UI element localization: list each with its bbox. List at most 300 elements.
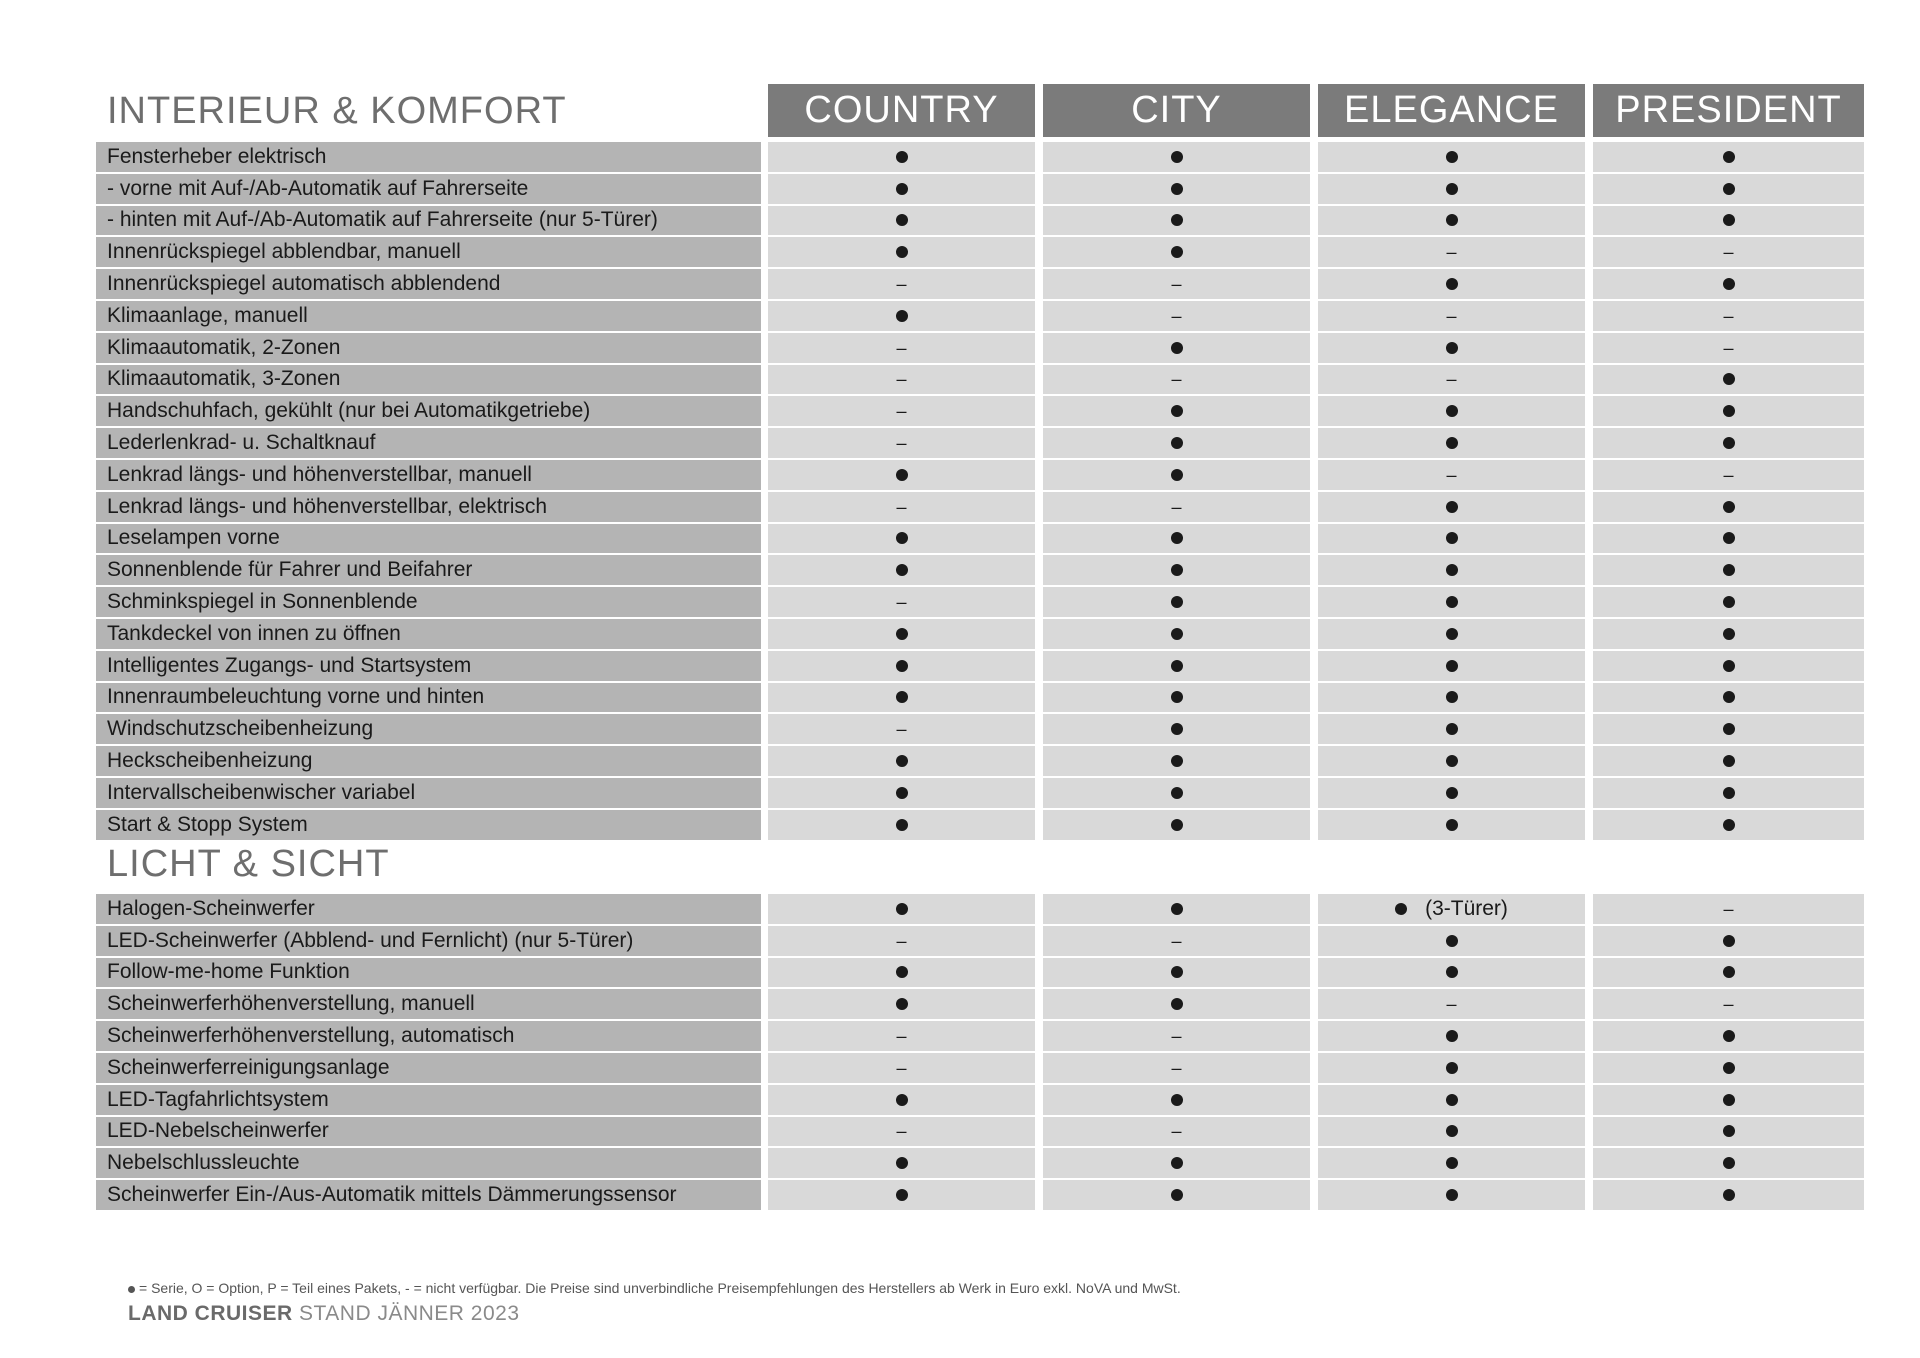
value-cell-president: [1593, 619, 1864, 649]
value-cell-country: [768, 301, 1035, 331]
value-cell-president: [1593, 714, 1864, 744]
value-cell-country: [768, 958, 1035, 988]
value-cell-president: [1593, 365, 1864, 395]
feature-label: Lederlenkrad- u. Schaltknauf: [96, 428, 761, 458]
feature-label: Innenraumbeleuchtung vorne und hinten: [96, 683, 761, 713]
standard-dot-icon: [1171, 151, 1183, 163]
standard-dot-icon: [1723, 660, 1735, 672]
standard-dot-icon: [1171, 903, 1183, 915]
standard-dot-icon: [1723, 501, 1735, 513]
table-row: [96, 893, 1864, 925]
value-cell-president: [1593, 333, 1864, 363]
value-cell-elegance: [1318, 894, 1585, 924]
standard-dot-icon: [1723, 787, 1735, 799]
table-row: [96, 682, 1864, 714]
feature-label: Windschutzscheibenheizung: [96, 714, 761, 744]
standard-dot-icon: [896, 660, 908, 672]
standard-dot-icon: [896, 966, 908, 978]
feature-label: - hinten mit Auf-/Ab-Automatik auf Fahrerseite (nur 5-Türer): [96, 206, 761, 236]
not-available-mark: –: [1446, 305, 1457, 326]
standard-dot-icon: [896, 532, 908, 544]
column-header-president: PRESIDENT: [1593, 84, 1864, 137]
value-cell-country: [768, 428, 1035, 458]
table-row: [96, 427, 1864, 459]
value-cell-city: [1043, 365, 1310, 395]
feature-label: Follow-me-home Funktion: [96, 958, 761, 988]
value-cell-country: [768, 524, 1035, 554]
footer: [128, 1302, 520, 1326]
value-cell-elegance: [1318, 365, 1585, 395]
value-cell-country: [768, 746, 1035, 776]
value-cell-country: [768, 714, 1035, 744]
standard-dot-icon: [1723, 1062, 1735, 1074]
value-cell-country: [768, 333, 1035, 363]
not-available-mark: –: [1723, 898, 1734, 919]
value-cell-elegance: [1318, 1117, 1585, 1147]
standard-dot-icon: [896, 214, 908, 226]
standard-dot-icon: [1446, 437, 1458, 449]
standard-dot-icon: [1723, 151, 1735, 163]
standard-dot-icon: [896, 246, 908, 258]
value-cell-city: [1043, 1117, 1310, 1147]
standard-dot-icon: [1723, 935, 1735, 947]
feature-label: Innenrückspiegel automatisch abblendend: [96, 269, 761, 299]
value-cell-country: [768, 555, 1035, 585]
value-cell-president: [1593, 958, 1864, 988]
standard-dot-icon: [1723, 532, 1735, 544]
not-available-mark: –: [1171, 930, 1182, 951]
standard-dot-icon: [1723, 691, 1735, 703]
value-cell-country: [768, 206, 1035, 236]
not-available-mark: –: [896, 433, 907, 454]
value-cell-elegance: [1318, 524, 1585, 554]
standard-dot-icon: [896, 787, 908, 799]
standard-dot-icon: [1171, 214, 1183, 226]
not-available-mark: –: [1446, 994, 1457, 1015]
table-row: [96, 1116, 1864, 1148]
value-cell-elegance: [1318, 683, 1585, 713]
standard-dot-icon: [1723, 1157, 1735, 1169]
value-cell-elegance: [1318, 142, 1585, 172]
not-available-mark: –: [1446, 242, 1457, 263]
value-cell-country: [768, 1085, 1035, 1115]
value-cell-city: [1043, 428, 1310, 458]
value-cell-president: [1593, 683, 1864, 713]
value-cell-elegance: [1318, 810, 1585, 840]
table-row: [96, 300, 1864, 332]
standard-dot-icon: [1446, 787, 1458, 799]
not-available-mark: –: [1723, 242, 1734, 263]
standard-dot-icon: [896, 1157, 908, 1169]
value-cell-president: [1593, 1148, 1864, 1178]
standard-dot-icon: [1446, 214, 1458, 226]
not-available-mark: –: [1446, 464, 1457, 485]
value-cell-city: [1043, 333, 1310, 363]
not-available-mark: –: [1171, 305, 1182, 326]
value-cell-president: [1593, 651, 1864, 681]
section-title-licht: LICHT & SICHT: [107, 843, 390, 885]
value-cell-city: [1043, 1085, 1310, 1115]
footer-stand: STAND JÄNNER 2023: [299, 1302, 520, 1325]
feature-label: Intervallscheibenwischer variabel: [96, 778, 761, 808]
value-cell-city: [1043, 142, 1310, 172]
standard-dot-icon: [1171, 596, 1183, 608]
value-cell-country: [768, 619, 1035, 649]
not-available-mark: –: [896, 401, 907, 422]
value-cell-country: [768, 926, 1035, 956]
value-cell-country: [768, 492, 1035, 522]
standard-dot-icon: [1446, 1062, 1458, 1074]
value-cell-city: [1043, 683, 1310, 713]
value-cell-city: [1043, 1053, 1310, 1083]
table-row: [96, 925, 1864, 957]
not-available-mark: –: [896, 1121, 907, 1142]
feature-label: Innenrückspiegel abblendbar, manuell: [96, 237, 761, 267]
feature-label: Start & Stopp System: [96, 810, 761, 840]
value-cell-city: [1043, 174, 1310, 204]
standard-dot-icon: [896, 903, 908, 915]
not-available-mark: –: [1171, 1026, 1182, 1047]
value-cell-president: [1593, 1085, 1864, 1115]
table-row: [96, 988, 1864, 1020]
value-cell-president: [1593, 1180, 1864, 1210]
value-cell-city: [1043, 524, 1310, 554]
standard-dot-icon: [896, 691, 908, 703]
standard-dot-icon: [1723, 1094, 1735, 1106]
value-cell-city: [1043, 989, 1310, 1019]
bullet-icon: [128, 1286, 135, 1293]
value-cell-president: [1593, 894, 1864, 924]
feature-label: Scheinwerferreinigungsanlage: [96, 1053, 761, 1083]
value-cell-president: [1593, 555, 1864, 585]
value-cell-elegance: [1318, 460, 1585, 490]
feature-label: Leselampen vorne: [96, 524, 761, 554]
value-cell-city: [1043, 460, 1310, 490]
standard-dot-icon: [896, 151, 908, 163]
standard-dot-icon: [1446, 1094, 1458, 1106]
value-cell-elegance: [1318, 237, 1585, 267]
standard-dot-icon: [1171, 819, 1183, 831]
standard-dot-icon: [1446, 1125, 1458, 1137]
table-row: [96, 1179, 1864, 1211]
not-available-mark: –: [1171, 1121, 1182, 1142]
standard-dot-icon: [1446, 405, 1458, 417]
standard-dot-icon: [1171, 564, 1183, 576]
table-row: [96, 1052, 1864, 1084]
column-header-elegance: ELEGANCE: [1318, 84, 1585, 137]
standard-dot-icon: [1723, 437, 1735, 449]
value-cell-city: [1043, 301, 1310, 331]
licht-table: [96, 893, 1864, 1211]
standard-dot-icon: [1723, 373, 1735, 385]
not-available-mark: –: [1723, 337, 1734, 358]
value-cell-country: [768, 683, 1035, 713]
table-row: [96, 236, 1864, 268]
value-cell-elegance: [1318, 206, 1585, 236]
value-cell-elegance: [1318, 587, 1585, 617]
table-row: [96, 618, 1864, 650]
value-cell-president: [1593, 746, 1864, 776]
feature-label: Fensterheber elektrisch: [96, 142, 761, 172]
value-cell-country: [768, 1021, 1035, 1051]
table-row: [96, 554, 1864, 586]
table-row: [96, 332, 1864, 364]
value-cell-country: [768, 989, 1035, 1019]
not-available-mark: –: [896, 337, 907, 358]
table-row: [96, 491, 1864, 523]
table-row: [96, 957, 1864, 989]
value-cell-president: [1593, 237, 1864, 267]
value-cell-country: [768, 142, 1035, 172]
standard-dot-icon: [1171, 1189, 1183, 1201]
value-cell-city: [1043, 1148, 1310, 1178]
standard-dot-icon: [1446, 342, 1458, 354]
not-available-mark: –: [896, 1057, 907, 1078]
value-cell-elegance: [1318, 926, 1585, 956]
table-row: [96, 395, 1864, 427]
standard-dot-icon: [1723, 1189, 1735, 1201]
table-row: [96, 1084, 1864, 1116]
table-row: [96, 745, 1864, 777]
value-cell-country: [768, 778, 1035, 808]
not-available-mark: –: [1171, 369, 1182, 390]
standard-dot-icon: [1171, 998, 1183, 1010]
standard-dot-icon: [1723, 214, 1735, 226]
standard-dot-icon: [1171, 183, 1183, 195]
value-cell-elegance: [1318, 428, 1585, 458]
value-cell-elegance: [1318, 714, 1585, 744]
standard-dot-icon: [1446, 151, 1458, 163]
feature-label: Schminkspiegel in Sonnenblende: [96, 587, 761, 617]
value-cell-elegance: [1318, 778, 1585, 808]
table-row: [96, 1147, 1864, 1179]
value-cell-elegance: [1318, 1021, 1585, 1051]
standard-dot-icon: [1446, 723, 1458, 735]
value-cell-president: [1593, 428, 1864, 458]
standard-dot-icon: [1723, 819, 1735, 831]
standard-dot-icon: [1446, 660, 1458, 672]
cell-note: (3-Türer): [1425, 896, 1508, 920]
standard-dot-icon: [1723, 1030, 1735, 1042]
value-cell-elegance: [1318, 301, 1585, 331]
standard-dot-icon: [1446, 183, 1458, 195]
standard-dot-icon: [1171, 405, 1183, 417]
not-available-mark: –: [1171, 496, 1182, 517]
standard-dot-icon: [1171, 723, 1183, 735]
value-cell-elegance: [1318, 333, 1585, 363]
standard-dot-icon: [1171, 469, 1183, 481]
standard-dot-icon: [1171, 437, 1183, 449]
value-cell-president: [1593, 142, 1864, 172]
standard-dot-icon: [1723, 278, 1735, 290]
standard-dot-icon: [1171, 660, 1183, 672]
legend-note: [128, 1280, 1181, 1296]
footer-brand: LAND CRUISER: [128, 1302, 293, 1325]
not-available-mark: –: [1723, 994, 1734, 1015]
not-available-mark: –: [896, 592, 907, 613]
value-cell-country: [768, 174, 1035, 204]
feature-label: LED-Tagfahrlichtsystem: [96, 1085, 761, 1115]
value-cell-elegance: [1318, 651, 1585, 681]
legend-text: = Serie, O = Option, P = Teil eines Pakets, - = nicht verfügbar. Die Preise sind unverbindliche Preisempfehlungen des Herstellers ab Werk in Euro exkl. NoVA und MwSt.: [139, 1280, 1181, 1296]
standard-dot-icon: [896, 998, 908, 1010]
standard-dot-icon: [896, 819, 908, 831]
value-cell-president: [1593, 810, 1864, 840]
standard-dot-icon: [1446, 1030, 1458, 1042]
standard-dot-icon: [1171, 1157, 1183, 1169]
value-cell-country: [768, 810, 1035, 840]
value-cell-president: [1593, 1053, 1864, 1083]
standard-dot-icon: [1446, 532, 1458, 544]
feature-label: Sonnenblende für Fahrer und Beifahrer: [96, 555, 761, 585]
standard-dot-icon: [1446, 628, 1458, 640]
not-available-mark: –: [1171, 274, 1182, 295]
value-cell-city: [1043, 894, 1310, 924]
standard-dot-icon: [1171, 787, 1183, 799]
value-cell-elegance: [1318, 396, 1585, 426]
not-available-mark: –: [896, 496, 907, 517]
not-available-mark: –: [1723, 464, 1734, 485]
feature-label: Handschuhfach, gekühlt (nur bei Automatikgetriebe): [96, 396, 761, 426]
table-row: [96, 141, 1864, 173]
value-cell-city: [1043, 492, 1310, 522]
feature-label: Scheinwerferhöhenverstellung, automatisch: [96, 1021, 761, 1051]
value-cell-elegance: [1318, 958, 1585, 988]
value-cell-president: [1593, 460, 1864, 490]
feature-label: LED-Nebelscheinwerfer: [96, 1117, 761, 1147]
standard-dot-icon: [1446, 501, 1458, 513]
table-row: [96, 809, 1864, 841]
standard-dot-icon: [896, 1094, 908, 1106]
value-cell-city: [1043, 958, 1310, 988]
standard-dot-icon: [1171, 966, 1183, 978]
value-cell-country: [768, 587, 1035, 617]
value-cell-elegance: [1318, 746, 1585, 776]
feature-label: Nebelschlussleuchte: [96, 1148, 761, 1178]
value-cell-city: [1043, 1021, 1310, 1051]
value-cell-city: [1043, 926, 1310, 956]
interieur-table: [96, 141, 1864, 841]
value-cell-president: [1593, 492, 1864, 522]
standard-dot-icon: [1723, 183, 1735, 195]
standard-dot-icon: [1446, 564, 1458, 576]
feature-label: Klimaanlage, manuell: [96, 301, 761, 331]
value-cell-president: [1593, 1117, 1864, 1147]
value-cell-elegance: [1318, 619, 1585, 649]
value-cell-elegance: [1318, 174, 1585, 204]
value-cell-city: [1043, 396, 1310, 426]
feature-label: Halogen-Scheinwerfer: [96, 894, 761, 924]
value-cell-president: [1593, 778, 1864, 808]
value-cell-elegance: [1318, 269, 1585, 299]
value-cell-country: [768, 269, 1035, 299]
column-header-country: COUNTRY: [768, 84, 1035, 137]
value-cell-president: [1593, 206, 1864, 236]
column-header-city: CITY: [1043, 84, 1310, 137]
standard-dot-icon: [1723, 966, 1735, 978]
value-cell-city: [1043, 714, 1310, 744]
standard-dot-icon: [1446, 935, 1458, 947]
value-cell-president: [1593, 269, 1864, 299]
value-cell-country: [768, 651, 1035, 681]
not-available-mark: –: [896, 719, 907, 740]
table-row: [96, 173, 1864, 205]
value-cell-country: [768, 396, 1035, 426]
value-cell-country: [768, 1053, 1035, 1083]
value-cell-city: [1043, 746, 1310, 776]
feature-label: Lenkrad längs- und höhenverstellbar, elektrisch: [96, 492, 761, 522]
feature-label: LED-Scheinwerfer (Abblend- und Fernlicht) (nur 5-Türer): [96, 926, 761, 956]
standard-dot-icon: [1446, 1157, 1458, 1169]
standard-dot-icon: [1723, 564, 1735, 576]
table-row: [96, 650, 1864, 682]
feature-label: Klimaautomatik, 3-Zonen: [96, 365, 761, 395]
value-cell-elegance: [1318, 1085, 1585, 1115]
value-cell-country: [768, 1148, 1035, 1178]
value-cell-elegance: [1318, 492, 1585, 522]
standard-dot-icon: [1171, 691, 1183, 703]
value-cell-president: [1593, 1021, 1864, 1051]
table-row: [96, 523, 1864, 555]
value-cell-country: [768, 460, 1035, 490]
value-cell-city: [1043, 206, 1310, 236]
standard-dot-icon: [1446, 966, 1458, 978]
table-row: [96, 1020, 1864, 1052]
table-row: [96, 777, 1864, 809]
feature-label: Intelligentes Zugangs- und Startsystem: [96, 651, 761, 681]
feature-label: Lenkrad längs- und höhenverstellbar, manuell: [96, 460, 761, 490]
not-available-mark: –: [896, 930, 907, 951]
standard-dot-icon: [1395, 903, 1407, 915]
value-cell-country: [768, 894, 1035, 924]
value-cell-president: [1593, 524, 1864, 554]
standard-dot-icon: [1446, 691, 1458, 703]
not-available-mark: –: [896, 1026, 907, 1047]
standard-dot-icon: [1446, 755, 1458, 767]
value-cell-city: [1043, 619, 1310, 649]
table-row: [96, 713, 1864, 745]
standard-dot-icon: [1723, 628, 1735, 640]
table-row: [96, 459, 1864, 491]
value-cell-president: [1593, 301, 1864, 331]
not-available-mark: –: [896, 274, 907, 295]
standard-dot-icon: [896, 1189, 908, 1201]
standard-dot-icon: [1723, 1125, 1735, 1137]
standard-dot-icon: [1171, 1094, 1183, 1106]
standard-dot-icon: [1446, 596, 1458, 608]
not-available-mark: –: [896, 369, 907, 390]
value-cell-country: [768, 1180, 1035, 1210]
standard-dot-icon: [1723, 755, 1735, 767]
not-available-mark: –: [1171, 1057, 1182, 1078]
standard-dot-icon: [896, 183, 908, 195]
standard-dot-icon: [896, 755, 908, 767]
value-cell-city: [1043, 810, 1310, 840]
standard-dot-icon: [1171, 246, 1183, 258]
standard-dot-icon: [1723, 723, 1735, 735]
feature-label: Tankdeckel von innen zu öffnen: [96, 619, 761, 649]
value-cell-country: [768, 237, 1035, 267]
not-available-mark: –: [1723, 305, 1734, 326]
standard-dot-icon: [1171, 532, 1183, 544]
value-cell-city: [1043, 269, 1310, 299]
standard-dot-icon: [1171, 342, 1183, 354]
value-cell-president: [1593, 587, 1864, 617]
table-row: [96, 586, 1864, 618]
feature-label: Scheinwerfer Ein-/Aus-Automatik mittels Dämmerungssensor: [96, 1180, 761, 1210]
value-cell-country: [768, 365, 1035, 395]
value-cell-president: [1593, 989, 1864, 1019]
